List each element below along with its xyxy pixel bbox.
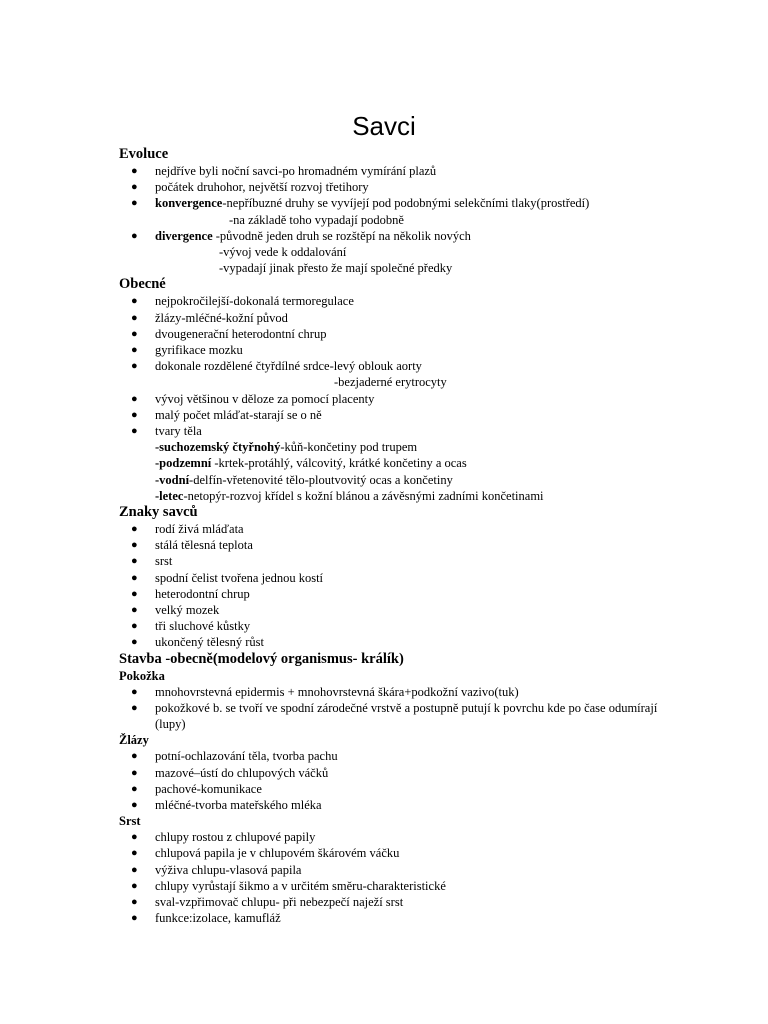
bullet-icon: ● [131,701,138,714]
pokozka-list [119,684,719,733]
page-title: Savci [352,111,416,141]
bullet-icon: ● [131,327,138,340]
bullet-icon: ● [131,555,138,568]
subsection-heading-pokozka: Pokožka [119,668,165,683]
list-item: ● spodní čelist tvořena jednou kostí [131,570,324,585]
list-item: ● chlupy vyrůstají šikmo a v určitém směru-charakteristické [131,878,446,893]
bullet-icon: ● [131,879,138,892]
section-heading-evoluce: Evoluce [119,146,169,162]
list-item: ● malý počet mláďat-starají se o ně [131,407,322,422]
bullet-icon: ● [131,523,138,536]
bullet-icon: ● [131,311,138,324]
zlazy-list [119,748,719,813]
list-item: ● konvergence-nepříbuzné druhy se vyvíjejí pod podobnými selekčními tlaky(prostředí) [131,196,590,211]
bullet-icon: ● [131,197,138,210]
list-item: ● mazové–ústí do chlupových váčků [131,765,329,780]
bullet-icon: ● [131,229,138,242]
bullet-icon: ● [131,895,138,908]
bullet-icon: ● [131,360,138,373]
list-item: ● pachové-komunikace [131,781,262,796]
list-item: ● stálá tělesná teplota [131,538,253,553]
bullet-icon: ● [131,750,138,763]
list-item: ● počátek druhohor, největší rozvoj třetihory [131,180,369,195]
bullet-icon: ● [131,539,138,552]
list-item: ● sval-vzpřimovač chlupu- při nebezpečí naježí srst [131,894,404,909]
continuation-line: -na základě toho vypadají podobně [229,212,404,227]
list-item: ● mléčné-tvorba mateřského mléka [131,797,322,812]
evoluce-list [119,163,719,212]
continuation-line: -vypadají jinak přesto že mají společné předky [219,261,453,276]
bullet-icon: ● [131,165,138,177]
znaky-list [119,521,719,651]
bullet-icon: ● [131,685,138,698]
bullet-icon: ● [131,295,138,308]
list-item: ● srst [131,554,173,569]
bullet-icon: ● [131,408,138,421]
list-item: ● divergence -původně jeden druh se rozštěpí na několik nových [131,228,471,243]
list-item: ● gyrifikace mozku [131,343,243,358]
list-item: ● tři sluchové kůstky [131,619,251,634]
body-shape-line: -vodní-delfín-vřetenovité tělo-ploutvovitý ocas a končetiny [155,472,453,487]
bullet-icon: ● [131,344,138,357]
srst-list [119,829,719,926]
bullet-icon: ● [131,636,138,649]
bullet-icon: ● [131,831,138,844]
subsection-heading-srst: Srst [119,814,141,829]
list-item: ● nejpokročilejší-dokonalá termoregulace [131,294,354,309]
bullet-icon: ● [131,181,138,194]
list-item: ● funkce:izolace, kamufláž [131,911,281,926]
bullet-icon: ● [131,587,138,600]
list-item: ● výživa chlupu-vlasová papila [131,862,302,877]
bullet-icon: ● [131,766,138,779]
list-item: ● mnohovrstevná epidermis + mnohovrstevná škára+podkožní vazivo(tuk) [131,684,519,699]
list-item: ● chlupová papila je v chlupovém škárovém váčku [131,846,400,861]
bullet-icon: ● [131,912,138,925]
list-item: ● dokonale rozdělené čtyřdílné srdce-levý oblouk aorty [131,359,422,374]
bullet-icon: ● [131,863,138,876]
obecne-list [119,293,719,374]
list-item: ● ukončený tělesný růst [131,635,265,650]
list-item: ● heterodontní chrup [131,586,250,601]
list-item: ● potní-ochlazování těla, tvorba pachu [131,749,338,764]
list-item: ● velký mozek [131,603,220,618]
document-content [119,146,719,926]
list-item: ● tvary těla [131,424,202,439]
body-shape-line: -podzemní -krtek-protáhlý, válcovitý, krátké končetiny a ocas [155,456,467,471]
continuation-line: -vývoj vede k oddalování [219,245,347,260]
bullet-icon: ● [131,571,138,584]
list-item: ● žlázy-mléčné-kožní původ [131,310,288,325]
body-shape-line: -letec-netopýr-rozvoj křídel s kožní blánou a závěsnými zadními končetinami [155,488,544,503]
bullet-icon: ● [131,425,138,438]
body-shape-line: -suchozemský čtyřnohý-kůň-končetiny pod trupem [155,440,418,455]
bullet-icon: ● [131,620,138,633]
list-item: ● chlupy rostou z chlupové papily [131,830,316,845]
list-item: ● dvougenerační heterodontní chrup [131,326,327,341]
section-heading-stavba: Stavba -obecně(modelový organismus- králík) [119,650,404,667]
list-item: ● rodí živá mláďata [131,522,244,537]
bullet-icon: ● [131,782,138,795]
list-item: ● nejdříve byli noční savci-po hromadném vymírání plazů [131,164,437,178]
bullet-icon: ● [131,604,138,617]
continuation-line: -bezjaderné erytrocyty [334,375,447,390]
list-item: ● vývoj většinou v děloze za pomocí placenty [131,391,375,406]
subsection-heading-zlazy: Žlázy [119,733,149,748]
evoluce-list-2 [119,228,719,244]
obecne-list-2 [119,391,719,440]
bullet-icon: ● [131,798,138,811]
list-item: ● pokožkové b. se tvoří ve spodní zárodečné vrstvě a postupně putují k povrchu kde po čase odumírají (lupy) [131,700,658,732]
section-heading-znaky: Znaky savců [119,504,198,521]
section-heading-obecne: Obecné [119,276,166,293]
bullet-icon: ● [131,392,138,405]
bullet-icon: ● [131,847,138,860]
